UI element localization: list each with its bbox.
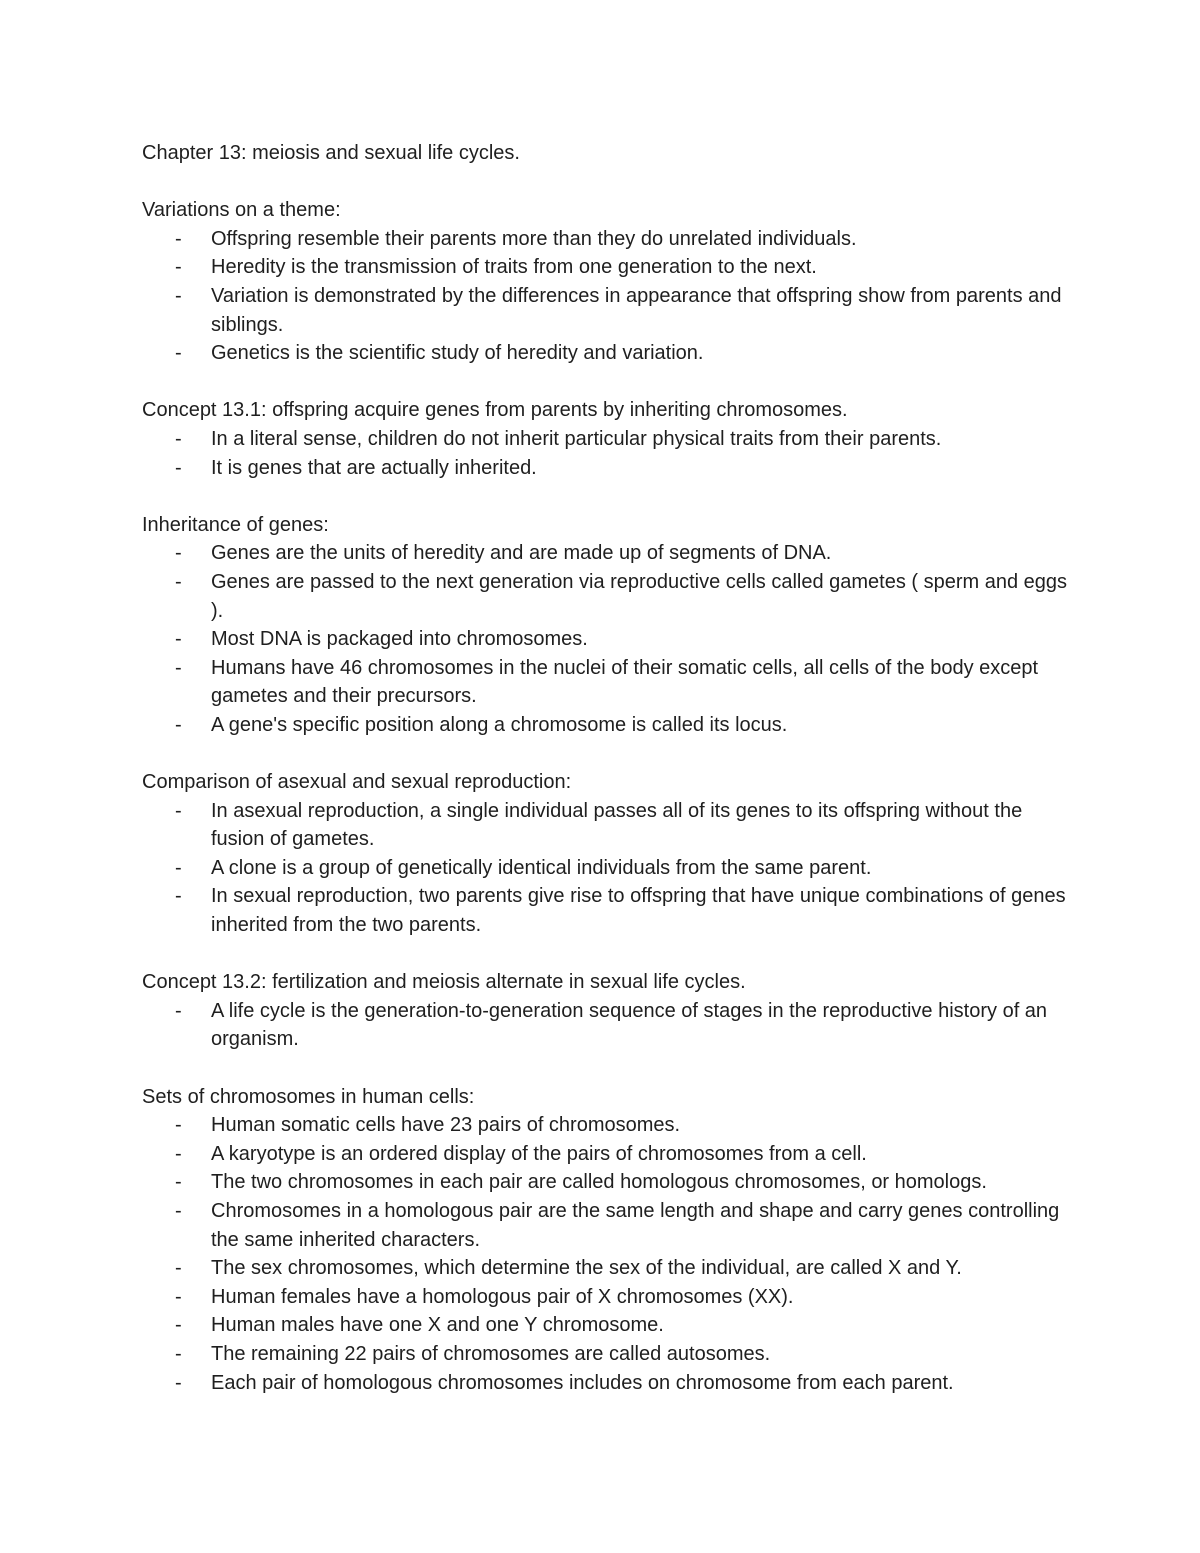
bullet-dash: - xyxy=(175,1114,182,1137)
list-item xyxy=(142,1369,1072,1398)
section-concept-13-1 xyxy=(142,396,1072,482)
bullet-dash: - xyxy=(175,1142,182,1165)
bullet-list xyxy=(142,797,1072,940)
list-item xyxy=(142,1311,1072,1340)
list-item xyxy=(142,1140,1072,1169)
list-item-text: A life cycle is the generation-to-generation sequence of stages in the reproductive history of an organism. xyxy=(211,999,1048,1051)
list-item-text: Human females have a homologous pair of X chromosomes (XX). xyxy=(211,1285,794,1308)
list-item xyxy=(142,253,1072,282)
bullet-dash: - xyxy=(175,342,182,365)
list-item xyxy=(142,1168,1072,1197)
bullet-dash: - xyxy=(175,856,182,879)
list-item xyxy=(142,539,1072,568)
section-sets-of-chromosomes xyxy=(142,1083,1072,1398)
bullet-dash: - xyxy=(175,256,182,279)
bullet-dash: - xyxy=(175,284,182,307)
list-item-text: In a literal sense, children do not inherit particular physical traits from their parents. xyxy=(211,427,942,450)
title-section xyxy=(142,139,1072,168)
list-item-text: It is genes that are actually inherited. xyxy=(211,456,537,479)
list-item xyxy=(142,1197,1072,1254)
list-item-text: Variation is demonstrated by the differences in appearance that offspring show from parents and siblings. xyxy=(211,284,1062,336)
list-item-text: A clone is a group of genetically identical individuals from the same parent. xyxy=(211,856,872,879)
section-heading: Inheritance of genes: xyxy=(142,513,329,536)
list-item xyxy=(142,1340,1072,1369)
list-item xyxy=(142,1111,1072,1140)
list-item xyxy=(142,882,1072,939)
list-item-text: Genetics is the scientific study of heredity and variation. xyxy=(211,342,704,365)
section-concept-13-2 xyxy=(142,968,1072,1054)
list-item-text: Genes are the units of heredity and are made up of segments of DNA. xyxy=(211,542,832,565)
list-item-text: Heredity is the transmission of traits from one generation to the next. xyxy=(211,256,817,279)
list-item xyxy=(142,797,1072,854)
bullet-dash: - xyxy=(175,713,182,736)
bullet-dash: - xyxy=(175,628,182,651)
bullet-dash: - xyxy=(175,1171,182,1194)
section-asexual-sexual-comparison xyxy=(142,768,1072,940)
bullet-dash: - xyxy=(175,227,182,250)
bullet-dash: - xyxy=(175,1342,182,1365)
list-item xyxy=(142,654,1072,711)
list-item-text: The two chromosomes in each pair are called homologous chromosomes, or homologs. xyxy=(211,1171,987,1194)
list-item xyxy=(142,282,1072,339)
list-item xyxy=(142,711,1072,740)
list-item-text: A karyotype is an ordered display of the pairs of chromosomes from a cell. xyxy=(211,1142,867,1165)
list-item xyxy=(142,1283,1072,1312)
list-item-text: Humans have 46 chromosomes in the nuclei of their somatic cells, all cells of the body except gametes and their precursors. xyxy=(211,656,1039,708)
list-item-text: The remaining 22 pairs of chromosomes are called autosomes. xyxy=(211,1342,771,1365)
list-item xyxy=(142,339,1072,368)
bullet-dash: - xyxy=(175,427,182,450)
bullet-dash: - xyxy=(175,1199,182,1222)
list-item-text: Each pair of homologous chromosomes includes on chromosome from each parent. xyxy=(211,1371,954,1394)
bullet-dash: - xyxy=(175,1257,182,1280)
document-title: Chapter 13: meiosis and sexual life cycles. xyxy=(142,142,520,164)
section-inheritance-of-genes xyxy=(142,511,1072,740)
bullet-dash: - xyxy=(175,542,182,565)
bullet-dash: - xyxy=(175,1314,182,1337)
section-heading: Concept 13.2: fertilization and meiosis alternate in sexual life cycles. xyxy=(142,971,746,994)
bullet-dash: - xyxy=(175,1285,182,1308)
list-item xyxy=(142,568,1072,625)
bullet-list xyxy=(142,539,1072,739)
list-item xyxy=(142,997,1072,1054)
bullet-list xyxy=(142,425,1072,482)
list-item-text: Offspring resemble their parents more than they do unrelated individuals. xyxy=(211,227,857,250)
list-item-text: Human somatic cells have 23 pairs of chromosomes. xyxy=(211,1114,681,1137)
bullet-dash: - xyxy=(175,885,182,908)
list-item xyxy=(142,625,1072,654)
section-heading: Sets of chromosomes in human cells: xyxy=(142,1085,475,1108)
list-item-text: Chromosomes in a homologous pair are the same length and shape and carry genes controlling the same inherited characters. xyxy=(211,1199,1060,1251)
bullet-dash: - xyxy=(175,456,182,479)
section-heading: Concept 13.1: offspring acquire genes from parents by inheriting chromosomes. xyxy=(142,399,848,422)
list-item xyxy=(142,854,1072,883)
list-item-text: The sex chromosomes, which determine the sex of the individual, are called X and Y. xyxy=(211,1257,962,1280)
list-item-text: In sexual reproduction, two parents give rise to offspring that have unique combinations of genes inherited from the two parents. xyxy=(211,885,1066,937)
bullet-list xyxy=(142,225,1072,368)
list-item-text: Genes are passed to the next generation via reproductive cells called gametes ( sperm and eggs ). xyxy=(211,570,1068,622)
document-page xyxy=(142,139,1072,1397)
list-item xyxy=(142,454,1072,483)
list-item xyxy=(142,225,1072,254)
bullet-dash: - xyxy=(175,1371,182,1394)
list-item-text: Most DNA is packaged into chromosomes. xyxy=(211,628,588,651)
bullet-list xyxy=(142,1111,1072,1397)
section-variations xyxy=(142,196,1072,368)
list-item-text: In asexual reproduction, a single individual passes all of its genes to its offspring without the fusion of gametes. xyxy=(211,799,1023,851)
list-item xyxy=(142,425,1072,454)
section-heading: Variations on a theme: xyxy=(142,199,341,222)
list-item xyxy=(142,1254,1072,1283)
bullet-dash: - xyxy=(175,999,182,1022)
bullet-dash: - xyxy=(175,799,182,822)
bullet-list xyxy=(142,997,1072,1054)
bullet-dash: - xyxy=(175,570,182,593)
section-heading: Comparison of asexual and sexual reproduction: xyxy=(142,771,572,794)
list-item-text: A gene's specific position along a chromosome is called its locus. xyxy=(211,713,788,736)
bullet-dash: - xyxy=(175,656,182,679)
list-item-text: Human males have one X and one Y chromosome. xyxy=(211,1314,664,1337)
